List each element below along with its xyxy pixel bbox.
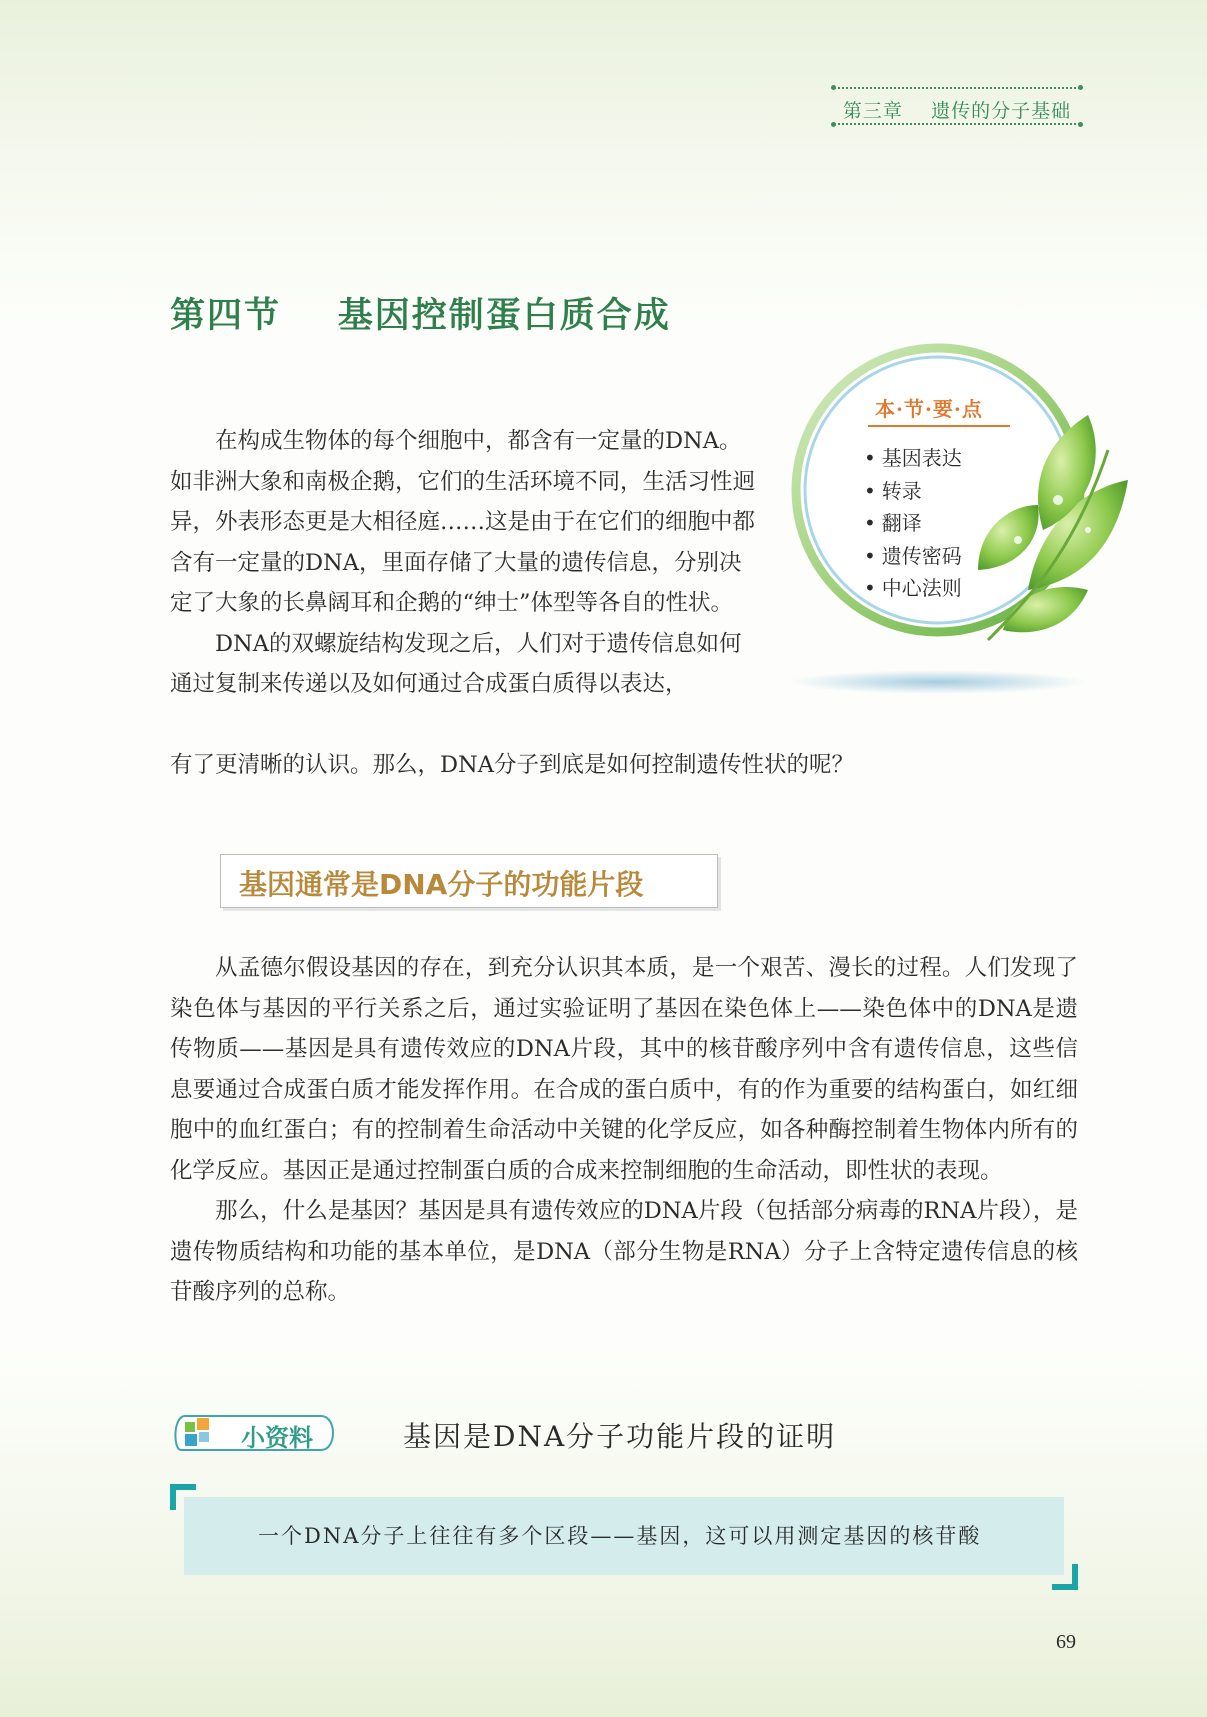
water-drop-icon [1085,527,1091,533]
section-title: 第四节 基因控制蛋白质合成 [170,295,671,336]
page-number: 69 [1056,1631,1076,1653]
header-dot [1078,85,1083,90]
intro-paragraph [170,421,756,705]
puzzle-icon [185,1422,195,1432]
body-text [170,948,1078,1313]
puzzle-icon [185,1434,197,1446]
key-point-item: • 遗传密码 [864,540,962,573]
shadow-ellipse [788,670,1088,694]
info-box-text: 一个DNA分子上往往有多个区段——基因，这可以用测定基因的核苷酸 [258,1524,982,1548]
subsection-heading: 基因通常是DNA分子的功能片段 [239,868,644,901]
puzzle-icon [199,1432,209,1442]
intro-paragraph-2: DNA的双螺旋结构发现之后，人们对于遗传信息如何通过复制来传递以及如何通过合成蛋白质得以表达， [170,630,742,697]
info-label: 小资料 [241,1424,313,1452]
water-drop-icon [1053,495,1063,505]
key-points-list [864,442,962,605]
key-point-item: • 基因表达 [864,442,962,475]
subsection-heading-box [220,854,718,908]
intro-paragraph-tail: 有了更清晰的认识。那么，DNA分子到底是如何控制遗传性状的呢？ [170,752,854,778]
header-dot [831,85,836,90]
info-box-corner [1052,1564,1078,1590]
key-point-item: • 翻译 [864,507,962,540]
key-points-title: 本·节·要·点 [875,397,983,421]
key-points-underline [868,425,1010,427]
chapter-title: 第三章 遗传的分子基础 [842,100,1072,122]
key-point-item: • 转录 [864,475,962,508]
intro-paragraph-1: 在构成生物体的每个细胞中，都含有一定量的DNA。如非洲大象和南极企鹅，它们的生活环境不同，生活习性迥异，外表形态更是大相径庭……这是由于在它们的细胞中都含有一定量的DNA，里面存储了大量的遗传信息，分别决定了大象的长鼻阔耳和企鹅的“绅士”体型等各自的性状。 [170,428,756,616]
body-paragraph-2: 那么，什么是基因？基因是具有遗传效应的DNA片段（包括部分病毒的RNA片段），是遗传物质结构和功能的基本单位，是DNA（部分生物是RNA）分子上含特定遗传信息的核苷酸序列的总称。 [170,1198,1078,1305]
puzzle-icon [197,1418,209,1430]
water-drop-icon [1014,536,1022,544]
key-point-item: • 中心法则 [864,572,962,605]
chapter-header [834,87,1080,125]
body-paragraph-1: 从孟德尔假设基因的存在，到充分认识其本质，是一个艰苦、漫长的过程。人们发现了染色体与基因的平行关系之后，通过实验证明了基因在染色体上——染色体中的DNA是遗传物质——基因是具有遗传效应的DNA片段，其中的核苷酸序列中含有遗传信息，这些信息要通过合成蛋白质才能发挥作用。在合成的蛋白质中，有的作为重要的结构蛋白，如红细胞中的血红蛋白；有的控制着生命活动中关键的化学反应，如各种酶控制着生物体内所有的化学反应。基因正是通过控制蛋白质的合成来控制细胞的生命活动，即性状的表现。 [170,955,1078,1184]
info-title: 基因是DNA分子功能片段的证明 [403,1420,837,1453]
